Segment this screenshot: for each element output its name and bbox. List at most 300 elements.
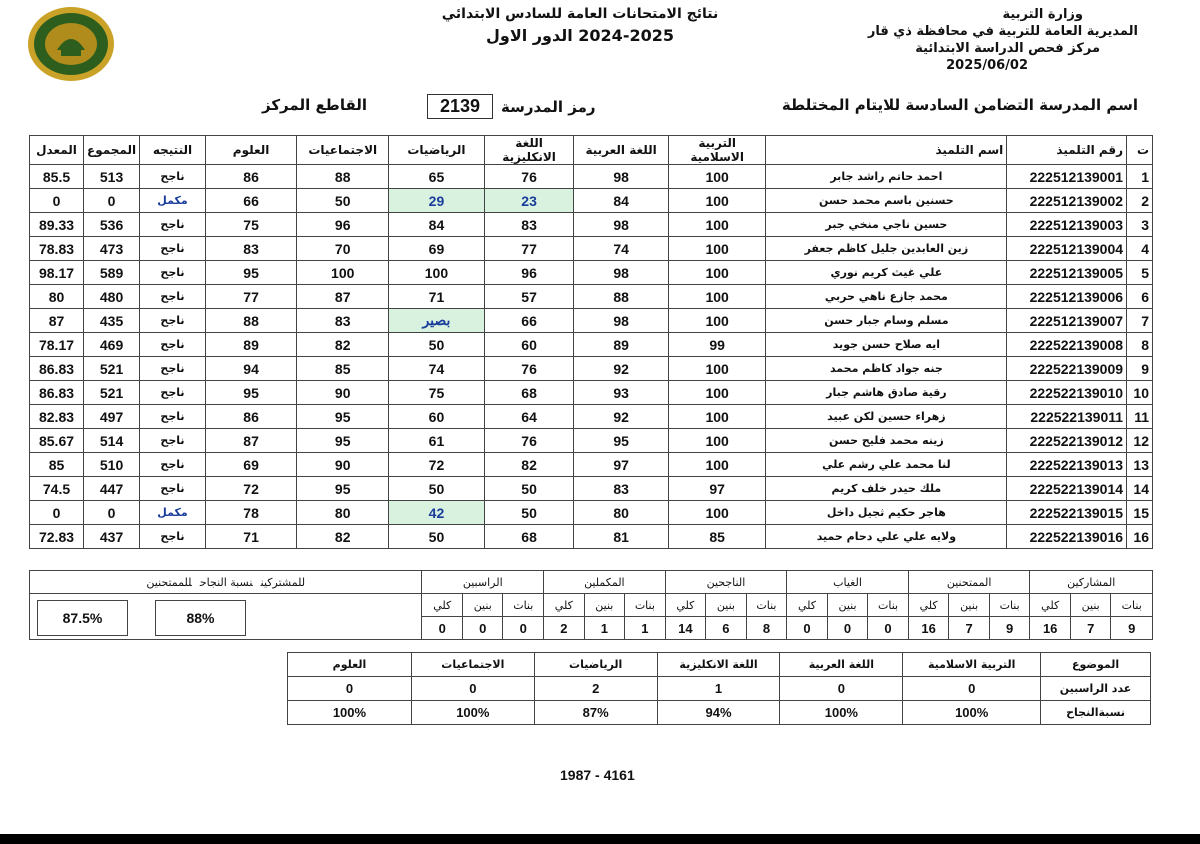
cell-name: احمد حاتم راشد جابر [766, 165, 1007, 189]
cell-avg: 85.67 [30, 429, 84, 453]
cell-total: 0 [84, 189, 140, 213]
report-date: 2025/06/02 [946, 58, 1028, 73]
cell-total: 437 [84, 525, 140, 549]
stats-group-3: الناجحين [665, 571, 787, 594]
cell-isl: 100 [668, 357, 766, 381]
cell-total: 521 [84, 381, 140, 405]
stats-value: 7 [949, 617, 990, 640]
cell-math: 74 [389, 357, 485, 381]
cell-name: علي غيث كريم نوري [766, 261, 1007, 285]
cell-id: 222512139005 [1007, 261, 1127, 285]
cell-math: 50 [389, 525, 485, 549]
cell-avg: 80 [30, 285, 84, 309]
stats-value: 6 [706, 617, 747, 640]
cell-soc: 100 [297, 261, 389, 285]
column-header: المعدل [30, 136, 84, 165]
cell-sci: 77 [205, 285, 296, 309]
cell-n: 4 [1127, 237, 1153, 261]
directorate-name: المديرية العامة للتربية في محافظة ذي قار [867, 24, 1138, 39]
table-row [30, 405, 1153, 429]
ministry-header [838, 6, 1138, 74]
table-row [30, 213, 1153, 237]
cell-ar: 98 [574, 261, 668, 285]
cell-n: 7 [1127, 309, 1153, 333]
stats-value: 8 [746, 617, 787, 640]
cell-n: 1 [1127, 165, 1153, 189]
results-header-row [30, 136, 1153, 165]
stats-group-5: الراسبين [422, 571, 544, 594]
stats-sub-label: بنات [1111, 594, 1153, 617]
results-table [29, 135, 1153, 549]
subject-pass-rate: 87% [534, 701, 657, 725]
cell-total: 473 [84, 237, 140, 261]
cell-en: 23 [484, 189, 574, 213]
stats-value: 0 [868, 617, 909, 640]
stats-group-0: المشاركين [1030, 571, 1153, 594]
cell-id: 222522139011 [1007, 405, 1127, 429]
cell-isl: 100 [668, 453, 766, 477]
cell-total: 514 [84, 429, 140, 453]
cell-id: 222512139006 [1007, 285, 1127, 309]
cell-total: 480 [84, 285, 140, 309]
cell-avg: 98.17 [30, 261, 84, 285]
cell-result: ناجح [140, 405, 206, 429]
cell-ar: 98 [574, 213, 668, 237]
cell-result: ناجح [140, 165, 206, 189]
cell-avg: 85 [30, 453, 84, 477]
cell-avg: 82.83 [30, 405, 84, 429]
cell-isl: 100 [668, 429, 766, 453]
subject-pass-rate: 100% [288, 701, 412, 725]
cell-math: 71 [389, 285, 485, 309]
cell-result: ناجح [140, 309, 206, 333]
cell-sci: 86 [205, 165, 296, 189]
cell-result: ناجح [140, 261, 206, 285]
cell-isl: 99 [668, 333, 766, 357]
stats-value: 2 [544, 617, 585, 640]
cell-sci: 87 [205, 429, 296, 453]
cell-sci: 72 [205, 477, 296, 501]
stats-sub-label: بنات [989, 594, 1030, 617]
cell-name: مسلم وسام جبار حسن [766, 309, 1007, 333]
column-header: اللغة العربية [574, 136, 668, 165]
column-header: النتيجه [140, 136, 206, 165]
pass-rate-header [30, 571, 422, 594]
cell-sci: 88 [205, 309, 296, 333]
cell-soc: 96 [297, 213, 389, 237]
cell-isl: 100 [668, 213, 766, 237]
cell-total: 469 [84, 333, 140, 357]
cell-sci: 66 [205, 189, 296, 213]
subject-fails-row [288, 677, 1151, 701]
cell-result: ناجح [140, 357, 206, 381]
column-header: اللغة الانكليزية [484, 136, 574, 165]
cell-n: 14 [1127, 477, 1153, 501]
bottom-bar [0, 834, 1200, 844]
cell-en: 76 [484, 429, 574, 453]
cell-math: 50 [389, 333, 485, 357]
cell-ar: 80 [574, 501, 668, 525]
cell-n: 9 [1127, 357, 1153, 381]
pass-rate-examinees: 87.5% [37, 600, 128, 636]
cell-isl: 97 [668, 477, 766, 501]
cell-sci: 95 [205, 261, 296, 285]
stats-value: 9 [989, 617, 1030, 640]
column-header: الرياضيات [389, 136, 485, 165]
cell-avg: 74.5 [30, 477, 84, 501]
cell-ar: 81 [574, 525, 668, 549]
cell-total: 510 [84, 453, 140, 477]
cell-total: 435 [84, 309, 140, 333]
subject-name: التربية الاسلامية [903, 653, 1041, 677]
ministry-logo-icon [27, 6, 115, 82]
table-row [30, 381, 1153, 405]
cell-math: 65 [389, 165, 485, 189]
cell-result: ناجح [140, 429, 206, 453]
table-row [30, 477, 1153, 501]
cell-name: جنه جواد كاظم محمد [766, 357, 1007, 381]
stats-sub-label: بنين [584, 594, 625, 617]
pass-rate-participants: 88% [155, 600, 246, 636]
stats-sub-label: كلي [787, 594, 828, 617]
stats-group-row [30, 571, 1153, 594]
cell-id: 222522139010 [1007, 381, 1127, 405]
exam-year: 2024-2025 الدور الاول [486, 26, 674, 45]
school-code-label: رمز المدرسة [501, 97, 596, 116]
cell-soc: 85 [297, 357, 389, 381]
cell-soc: 90 [297, 453, 389, 477]
school-name-block [782, 96, 1138, 114]
stats-sub-label: كلي [665, 594, 706, 617]
stats-group-1: الممتحنين [908, 571, 1030, 594]
cell-ar: 89 [574, 333, 668, 357]
cell-id: 222512139002 [1007, 189, 1127, 213]
cell-soc: 88 [297, 165, 389, 189]
cell-result: ناجح [140, 453, 206, 477]
table-row [30, 429, 1153, 453]
cell-id: 222512139001 [1007, 165, 1127, 189]
stats-value: 9 [1111, 617, 1153, 640]
school-name: التضامن السادسة للايتام المختلطة [781, 96, 1034, 114]
fail-count-label: عدد الراسبين [1041, 677, 1151, 701]
table-row [30, 453, 1153, 477]
cell-total: 447 [84, 477, 140, 501]
cell-n: 15 [1127, 501, 1153, 525]
school-name-label: اسم المدرسة [1039, 96, 1138, 114]
column-header: رقم التلميذ [1007, 136, 1127, 165]
cell-soc: 82 [297, 525, 389, 549]
cell-math: 60 [389, 405, 485, 429]
subject-name: اللغة الانكليزية [657, 653, 780, 677]
subject-fail-count: 0 [903, 677, 1041, 701]
cell-isl: 100 [668, 189, 766, 213]
cell-en: 82 [484, 453, 574, 477]
pass-rate-label-0: للمشتركين [260, 575, 306, 589]
cell-n: 11 [1127, 405, 1153, 429]
cell-n: 12 [1127, 429, 1153, 453]
cell-isl: 100 [668, 405, 766, 429]
cell-ar: 92 [574, 357, 668, 381]
cell-name: رقية صادق هاشم جبار [766, 381, 1007, 405]
stats-value: 0 [462, 617, 503, 640]
stats-value: 0 [827, 617, 868, 640]
stats-sub-label: بنين [949, 594, 990, 617]
column-header: الاجتماعيات [297, 136, 389, 165]
cell-name: ايه صلاح حسن جويد [766, 333, 1007, 357]
subject-name: الرياضيات [534, 653, 657, 677]
cell-id: 222522139014 [1007, 477, 1127, 501]
column-header: ت [1127, 136, 1153, 165]
cell-name: زين العابدين جليل كاظم جعفر [766, 237, 1007, 261]
stats-sub-label: بنين [827, 594, 868, 617]
cell-en: 60 [484, 333, 574, 357]
cell-n: 16 [1127, 525, 1153, 549]
ministry-name: وزارة التربية [1002, 7, 1083, 22]
cell-en: 64 [484, 405, 574, 429]
exam-title-block [435, 3, 725, 47]
cell-n: 10 [1127, 381, 1153, 405]
column-header: التربية الاسلامية [668, 136, 766, 165]
cell-name: هاجر حكيم ثجيل داخل [766, 501, 1007, 525]
cell-sci: 71 [205, 525, 296, 549]
results-body [30, 165, 1153, 549]
cell-result: ناجح [140, 477, 206, 501]
cell-isl: 100 [668, 237, 766, 261]
column-header: العلوم [205, 136, 296, 165]
stats-sub-label: بنين [1070, 594, 1111, 617]
table-row [30, 501, 1153, 525]
stats-value: 7 [1070, 617, 1111, 640]
cell-sci: 69 [205, 453, 296, 477]
stats-sub-label: بنين [462, 594, 503, 617]
cell-math: 75 [389, 381, 485, 405]
cell-math: 84 [389, 213, 485, 237]
exam-title: نتائج الامتحانات العامة للسادس الابتدائي [441, 6, 719, 22]
cell-en: 77 [484, 237, 574, 261]
cell-sci: 75 [205, 213, 296, 237]
cell-id: 222522139016 [1007, 525, 1127, 549]
cell-sci: 83 [205, 237, 296, 261]
subject-fail-count: 1 [657, 677, 780, 701]
footer-code: 1987 - 4161 [560, 767, 635, 783]
cell-soc: 82 [297, 333, 389, 357]
cell-en: 76 [484, 165, 574, 189]
cell-en: 83 [484, 213, 574, 237]
cell-id: 222522139008 [1007, 333, 1127, 357]
cell-en: 50 [484, 501, 574, 525]
cell-ar: 84 [574, 189, 668, 213]
subject-name: الاجتماعيات [411, 653, 534, 677]
cell-ar: 88 [574, 285, 668, 309]
cell-result: ناجح [140, 333, 206, 357]
cell-en: 68 [484, 525, 574, 549]
cell-math: 69 [389, 237, 485, 261]
school-sector: القاطع المركز [262, 96, 368, 114]
cell-isl: 100 [668, 261, 766, 285]
stats-sub-label: كلي [544, 594, 585, 617]
cell-total: 589 [84, 261, 140, 285]
cell-soc: 87 [297, 285, 389, 309]
cell-id: 222522139009 [1007, 357, 1127, 381]
cell-name: ملك حيدر خلف كريم [766, 477, 1007, 501]
subject-pass-rate: 94% [657, 701, 780, 725]
cell-n: 13 [1127, 453, 1153, 477]
subject-name: العلوم [288, 653, 412, 677]
table-row [30, 333, 1153, 357]
cell-ar: 83 [574, 477, 668, 501]
cell-ar: 92 [574, 405, 668, 429]
subject-pass-rate: 100% [780, 701, 903, 725]
cell-result: ناجح [140, 213, 206, 237]
subject-names-row [288, 653, 1151, 677]
cell-math: 29 [389, 189, 485, 213]
pass-rate-label-2: للممتحنين [146, 575, 192, 589]
cell-ar: 95 [574, 429, 668, 453]
cell-en: 76 [484, 357, 574, 381]
stats-value: 16 [908, 617, 949, 640]
column-header: المجموع [84, 136, 140, 165]
cell-math: 72 [389, 453, 485, 477]
cell-n: 8 [1127, 333, 1153, 357]
cell-soc: 50 [297, 189, 389, 213]
cell-math: بصير [389, 309, 485, 333]
stats-sub-label: كلي [1030, 594, 1071, 617]
stats-value: 0 [787, 617, 828, 640]
cell-sci: 86 [205, 405, 296, 429]
subject-pass-rate: 100% [903, 701, 1041, 725]
stats-sub-label: كلي [908, 594, 949, 617]
cell-result: مكمل [140, 189, 206, 213]
cell-n: 2 [1127, 189, 1153, 213]
table-row [30, 309, 1153, 333]
stats-sub-label: بنات [625, 594, 666, 617]
cell-id: 222512139007 [1007, 309, 1127, 333]
table-row [30, 237, 1153, 261]
cell-avg: 78.17 [30, 333, 84, 357]
cell-isl: 100 [668, 165, 766, 189]
cell-result: ناجح [140, 285, 206, 309]
cell-avg: 87 [30, 309, 84, 333]
cell-id: 222522139015 [1007, 501, 1127, 525]
cell-math: 50 [389, 477, 485, 501]
cell-en: 50 [484, 477, 574, 501]
cell-n: 3 [1127, 213, 1153, 237]
cell-ar: 98 [574, 309, 668, 333]
stats-value: 0 [422, 617, 463, 640]
cell-sci: 94 [205, 357, 296, 381]
cell-avg: 0 [30, 189, 84, 213]
cell-ar: 74 [574, 237, 668, 261]
cell-math: 100 [389, 261, 485, 285]
cell-avg: 86.83 [30, 381, 84, 405]
subject-fail-count: 0 [780, 677, 903, 701]
cell-total: 0 [84, 501, 140, 525]
cell-n: 5 [1127, 261, 1153, 285]
cell-en: 57 [484, 285, 574, 309]
cell-avg: 78.83 [30, 237, 84, 261]
cell-isl: 100 [668, 309, 766, 333]
subject-fail-count: 2 [534, 677, 657, 701]
cell-en: 66 [484, 309, 574, 333]
subject-pass-rate: 100% [411, 701, 534, 725]
stats-group-2: الغياب [787, 571, 909, 594]
table-row [30, 525, 1153, 549]
cell-soc: 95 [297, 429, 389, 453]
cell-sci: 95 [205, 381, 296, 405]
cell-id: 222522139012 [1007, 429, 1127, 453]
stats-value: 14 [665, 617, 706, 640]
stats-sub-label: بنات [868, 594, 909, 617]
cell-isl: 85 [668, 525, 766, 549]
cell-name: ولايه علي علي دحام حميد [766, 525, 1007, 549]
cell-total: 497 [84, 405, 140, 429]
cell-result: ناجح [140, 237, 206, 261]
cell-soc: 70 [297, 237, 389, 261]
cell-total: 513 [84, 165, 140, 189]
cell-avg: 85.5 [30, 165, 84, 189]
cell-avg: 89.33 [30, 213, 84, 237]
subject-label: الموضوع [1041, 653, 1151, 677]
subject-summary-table [287, 652, 1151, 725]
center-name: مركز فحص الدراسة الابتدائية [915, 41, 1100, 56]
cell-soc: 95 [297, 405, 389, 429]
cell-name: محمد جازع ناهي حربي [766, 285, 1007, 309]
stats-value: 0 [503, 617, 544, 640]
cell-math: 42 [389, 501, 485, 525]
cell-id: 222512139003 [1007, 213, 1127, 237]
stats-sub-label: بنات [746, 594, 787, 617]
cell-sci: 78 [205, 501, 296, 525]
subject-fail-count: 0 [288, 677, 412, 701]
pass-rate-label: نسبةالنجاح [1041, 701, 1151, 725]
cell-isl: 100 [668, 381, 766, 405]
cell-n: 6 [1127, 285, 1153, 309]
cell-ar: 93 [574, 381, 668, 405]
cell-soc: 80 [297, 501, 389, 525]
cell-en: 96 [484, 261, 574, 285]
cell-ar: 97 [574, 453, 668, 477]
column-header: اسم التلميذ [766, 136, 1007, 165]
cell-total: 536 [84, 213, 140, 237]
cell-id: 222522139013 [1007, 453, 1127, 477]
stats-sub-label: بنات [503, 594, 544, 617]
cell-total: 521 [84, 357, 140, 381]
cell-name: زينه محمد فليح حسن [766, 429, 1007, 453]
cell-name: لنا محمد علي رشم علي [766, 453, 1007, 477]
cell-isl: 100 [668, 285, 766, 309]
cell-name: حسنين باسم محمد حسن [766, 189, 1007, 213]
cell-name: زهراء حسين لكن عبيد [766, 405, 1007, 429]
subject-fail-count: 0 [411, 677, 534, 701]
school-code: 2139 [427, 94, 493, 119]
stats-group-4: المكملين [544, 571, 666, 594]
stats-value: 1 [625, 617, 666, 640]
cell-result: ناجح [140, 381, 206, 405]
cell-math: 61 [389, 429, 485, 453]
stats-value: 16 [1030, 617, 1071, 640]
cell-avg: 0 [30, 501, 84, 525]
cell-id: 222512139004 [1007, 237, 1127, 261]
pass-rate-label-1: نسبة النجاح [199, 575, 253, 589]
stats-value: 1 [584, 617, 625, 640]
subject-name: اللغة العربية [780, 653, 903, 677]
cell-en: 68 [484, 381, 574, 405]
cell-soc: 90 [297, 381, 389, 405]
cell-ar: 98 [574, 165, 668, 189]
table-row [30, 189, 1153, 213]
cell-avg: 86.83 [30, 357, 84, 381]
cell-isl: 100 [668, 501, 766, 525]
